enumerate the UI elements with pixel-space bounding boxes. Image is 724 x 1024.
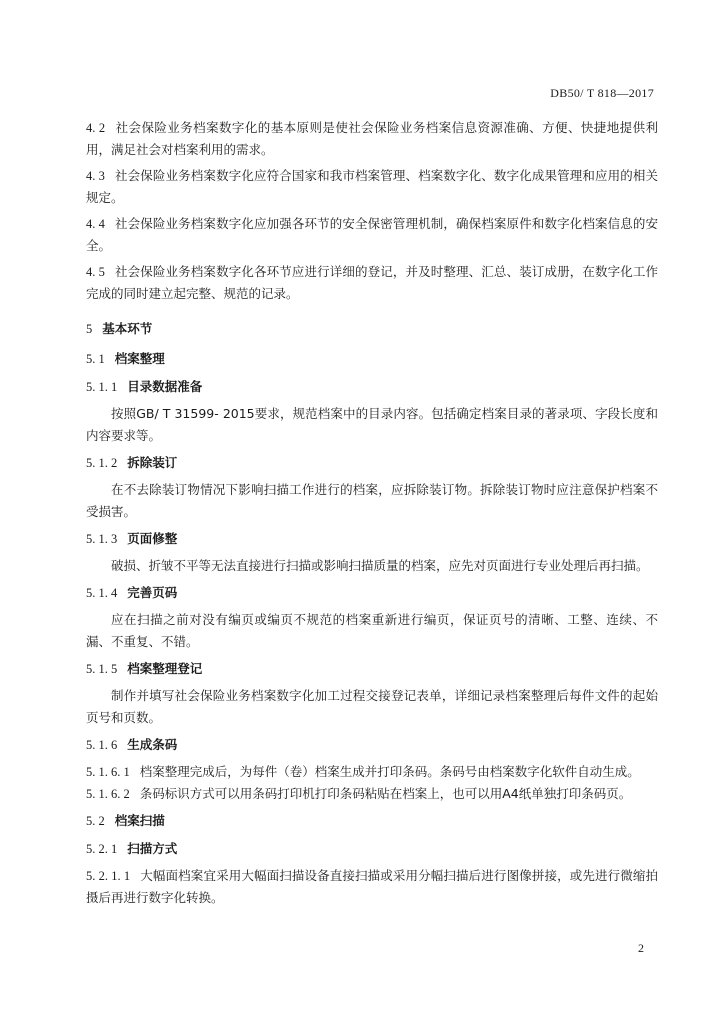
section-number: 5. 2. 1 <box>86 842 118 856</box>
section-number: 5. 1. 2 <box>86 456 118 470</box>
clause-4-4 <box>86 213 658 257</box>
clause-5-1-6-1 <box>86 761 658 783</box>
section-title: 扫描方式 <box>127 841 178 856</box>
clause-text: 条码标识方式可以用条码打印机打印条码粘贴在档案上，也可以用A4纸单独打印条码页。 <box>139 786 632 801</box>
section-title: 档案整理 <box>114 351 165 366</box>
document-code-header: DB50/ T 818—2017 <box>550 86 654 100</box>
clause-number: 5. 1. 6. 2 <box>86 787 130 801</box>
section-5-2-1-heading <box>86 839 658 859</box>
clause-text: 社会保险业务档案数字化应加强各环节的安全保密管理机制，确保档案原件和数字化档案信息的安全。 <box>86 216 658 253</box>
section-title: 完善页码 <box>127 585 178 600</box>
section-number: 5 <box>86 322 93 336</box>
section-title: 生成条码 <box>127 737 178 752</box>
document-body <box>86 117 658 909</box>
clause-5-1-6-2 <box>86 783 658 805</box>
clause-text: 社会保险业务档案数字化的基本原则是使社会保险业务档案信息资源准确、方便、快捷地提供利用，满足社会对档案利用的需求。 <box>86 120 658 157</box>
clause-number: 5. 2. 1. 1 <box>86 869 131 883</box>
section-number: 5. 2 <box>86 814 105 828</box>
clause-4-3 <box>86 165 658 209</box>
section-5-1-4-text: 应在扫描之前对没有编页或编页不规范的档案重新进行编页，保证页号的清晰、工整、连续、不漏、不重复、不错。 <box>86 612 658 649</box>
section-number: 5. 1. 3 <box>86 532 118 546</box>
clause-text: 大幅面档案宜采用大幅面扫描设备直接扫描或采用分幅扫描后进行图像拼接，或先进行微缩拍摄后再进行数字化转换。 <box>86 868 659 905</box>
section-5-1-2-heading <box>86 453 658 473</box>
section-5-1-6-heading <box>86 735 658 755</box>
section-5-2-heading <box>86 811 658 831</box>
section-title: 拆除装订 <box>127 455 178 470</box>
section-title: 页面修整 <box>127 531 178 546</box>
section-5-heading <box>86 319 658 339</box>
section-title: 目录数据准备 <box>127 379 203 394</box>
section-number: 5. 1 <box>86 352 105 366</box>
clause-4-5 <box>86 261 658 305</box>
section-5-1-1-heading <box>86 377 658 397</box>
section-5-1-3-heading <box>86 529 658 549</box>
clause-number: 5. 1. 6. 1 <box>86 765 130 779</box>
section-number: 5. 1. 1 <box>86 380 118 394</box>
section-5-1-5-text: 制作并填写社会保险业务档案数字化加工过程交接登记表单，详细记录档案整理后每件文件的起始页号和页数。 <box>86 688 658 725</box>
section-5-1-2-text: 在不去除装订物情况下影响扫描工作进行的档案，应拆除装订物。拆除装订物时应注意保护档案不受损害。 <box>86 482 658 519</box>
section-5-1-heading <box>86 349 658 369</box>
section-title: 基本环节 <box>102 321 153 336</box>
section-5-1-4-heading <box>86 583 658 603</box>
clause-5-2-1-1 <box>86 865 658 909</box>
clause-4-2 <box>86 117 658 161</box>
page-number: 2 <box>638 941 644 955</box>
section-number: 5. 1. 6 <box>86 738 118 752</box>
section-number: 5. 1. 4 <box>86 586 118 600</box>
clause-number: 4. 5 <box>86 265 105 279</box>
section-number: 5. 1. 5 <box>86 662 118 676</box>
clause-text: 社会保险业务档案数字化应符合国家和我市档案管理、档案数字化、数字化成果管理和应用的相关规定。 <box>86 168 658 205</box>
clause-number: 4. 2 <box>86 121 106 135</box>
section-5-1-3-text: 破损、折皱不平等无法直接进行扫描或影响扫描质量的档案，应先对页面进行专业处理后再扫描。 <box>111 558 649 573</box>
section-5-1-1-text: 按照GB/ T 31599- 2015要求，规范档案中的目录内容。包括确定档案目录的著录项、字段长度和内容要求等。 <box>86 406 658 443</box>
section-title: 档案扫描 <box>114 813 165 828</box>
section-title: 档案整理登记 <box>127 661 203 676</box>
clause-text: 社会保险业务档案数字化各环节应进行详细的登记，并及时整理、汇总、装订成册，在数字化工作完成的同时建立起完整、规范的记录。 <box>86 264 658 301</box>
section-5-1-5-heading <box>86 659 658 679</box>
clause-number: 4. 3 <box>86 169 105 183</box>
clause-text: 档案整理完成后，为每件（卷）档案生成并打印条码。条码号由档案数字化软件自动生成。 <box>139 764 640 779</box>
clause-number: 4. 4 <box>86 217 105 231</box>
